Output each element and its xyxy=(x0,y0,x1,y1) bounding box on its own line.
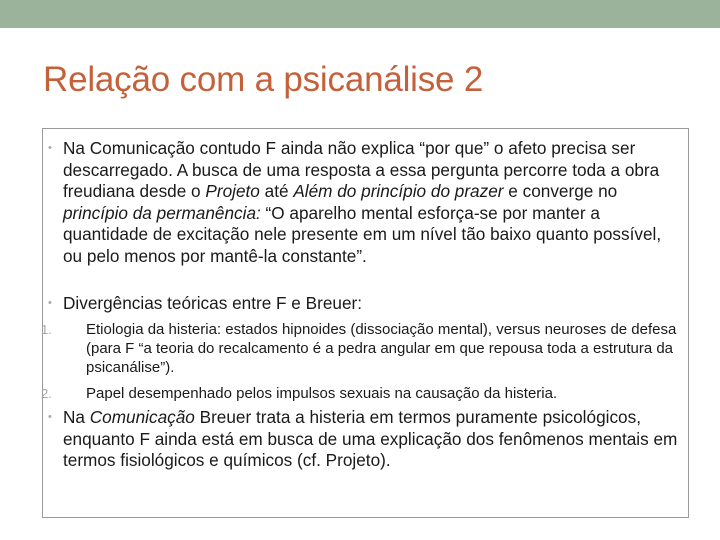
numbered-item-1: 1. Etiologia da histeria: estados hipnoides (dissociação mental), versus neuroses de defesa (para F “a teoria do recalcamento é a pedra angular em que repousa toda a estrutura da psicanálise”). xyxy=(41,321,677,376)
numbered-item-2: 2. Papel desempenhado pelos impulsos sexuais na causação da histeria. xyxy=(41,385,558,402)
bullet-item-1: • Na Comunicação contudo F ainda não explica “por que” o afeto precisa ser descarregado. A busca de uma resposta a essa pergunta percorre toda a obra freudiana desde o Projeto até Além do princípio do prazer e converge no princípio da permanência: “O aparelho mental esforça-se por manter a quantidade de excitação nele presente em um nível tão baixo quanto possível, ou pelo menos por mantê-la constante”. xyxy=(48,138,662,266)
bullet-item-2: • Divergências teóricas entre F e Breuer: xyxy=(48,293,363,313)
number-marker: 2. xyxy=(41,386,52,401)
bullet-marker: • xyxy=(48,297,52,309)
bullet-marker: • xyxy=(48,142,52,154)
number-marker: 1. xyxy=(41,322,52,337)
bullet-item-3: • Na Comunicação Breuer trata a histeria em termos puramente psicológicos, enquanto F ainda está em busca de uma explicação dos fenômenos mentais em termos fisiológicos e químicos (cf. Projeto). xyxy=(48,407,678,470)
slide-title: Relação com a psicanálise 2 xyxy=(43,60,484,99)
top-accent-bar xyxy=(0,0,720,28)
bullet-marker: • xyxy=(48,411,52,423)
